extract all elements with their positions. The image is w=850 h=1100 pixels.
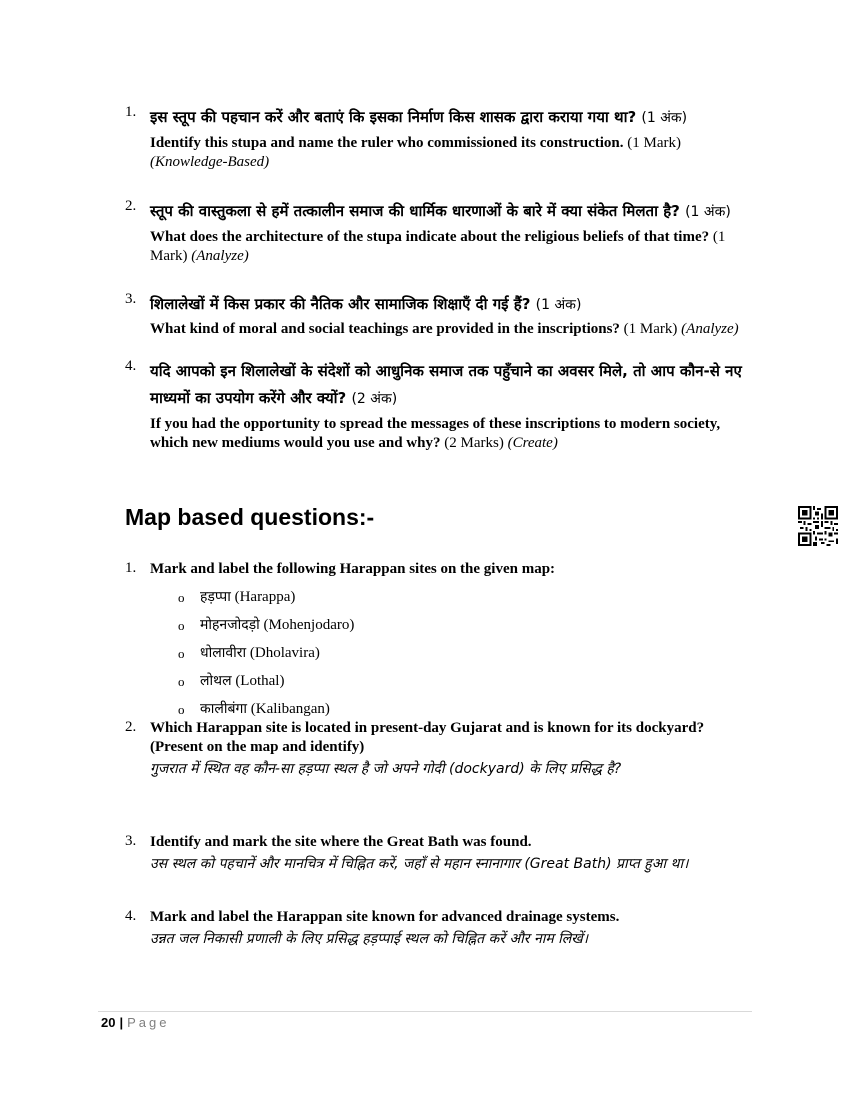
question-english: If you had the opportunity to spread the messages of these inscriptions to modern society, which new mediums would you use and why? (2 Marks) (Create): [150, 416, 721, 451]
page-label: Page: [127, 1015, 170, 1030]
question-hindi: स्तूप की वास्तुकला से हमें तत्कालीन समाज की धार्मिक धारणाओं के बारे में क्या संकेत मिलता है? (1 अंक): [150, 202, 731, 220]
question-english: What does the architecture of the stupa indicate about the religious beliefs of that time? (1 Mark) (Analyze): [150, 229, 726, 264]
map-question-4: [125, 908, 750, 952]
question-number: 2.: [125, 198, 137, 214]
qr-code-icon[interactable]: [798, 506, 838, 546]
site-list: [150, 583, 750, 723]
case-question-3: [125, 291, 750, 339]
question-english: Mark and label the Harappan site known for advanced drainage systems.: [150, 909, 620, 925]
question-number: 1.: [125, 104, 137, 120]
map-question-2: [125, 719, 750, 782]
question-instruction: (Present on the map and identify): [150, 739, 365, 755]
question-english: Identify this stupa and name the ruler who commissioned its construction. (1 Mark) (Knowledge-Based): [150, 135, 681, 170]
question-number: 4.: [125, 358, 137, 374]
question-english: Mark and label the following Harappan sites on the given map:: [150, 561, 556, 577]
question-hindi: इस स्तूप की पहचान करें और बताएं कि इसका निर्माण किस शासक द्वारा कराया गया था? (1 अंक): [150, 108, 688, 126]
footer-divider: [98, 1011, 752, 1012]
question-hindi: गुजरात में स्थित वह कौन-सा हड़प्पा स्थल है जो अपने गोदी (dockyard) के लिए प्रसिद्ध है?: [150, 761, 622, 777]
question-hindi: शिलालेखों में किस प्रकार की नैतिक और सामाजिक शिक्षाएँ दी गई हैं? (1 अंक): [150, 295, 582, 313]
cognitive-level: (Create): [507, 435, 558, 451]
question-english: Which Harappan site is located in present-day Gujarat and is known for its dockyard?: [150, 720, 705, 736]
list-item: o कालीबंगा (Kalibangan): [178, 695, 750, 723]
cognitive-level: (Analyze): [681, 321, 739, 337]
question-number: 3.: [125, 833, 137, 849]
cognitive-level: (Analyze): [191, 248, 249, 264]
question-hindi: उस स्थल को पहचानें और मानचित्र में चिह्नित करें, जहाँ से महान स्नानागार (Great Bath) प्राप्त हुआ था।: [150, 856, 689, 872]
page-footer: [101, 1015, 169, 1030]
section-heading: Map based questions:-: [125, 504, 375, 530]
footer-separator: |: [119, 1015, 124, 1030]
list-item: o धोलावीरा (Dholavira): [178, 639, 750, 667]
question-number: 2.: [125, 719, 137, 735]
case-question-1: [125, 104, 750, 172]
list-item: o मोहनजोदड़ो (Mohenjodaro): [178, 611, 750, 639]
list-item: o लोथल (Lothal): [178, 667, 750, 695]
question-number: 4.: [125, 908, 137, 924]
list-item: o हड़प्पा (Harappa): [178, 583, 750, 611]
map-question-3: [125, 833, 750, 877]
case-question-2: [125, 198, 750, 266]
question-hindi: उन्नत जल निकासी प्रणाली के लिए प्रसिद्ध हड़प्पाई स्थल को चिह्नित करें और नाम लिखें।: [150, 931, 589, 947]
question-hindi: यदि आपको इन शिलालेखों के संदेशों को आधुनिक समाज तक पहुँचाने का अवसर मिले, तो आप कौन-से नए माध्यमों का उपयोग करेंगे और क्यों? (2 अंक): [150, 362, 742, 407]
page-number: 20: [101, 1015, 116, 1030]
map-question-1: [125, 560, 750, 723]
question-number: 3.: [125, 291, 137, 307]
question-number: 1.: [125, 560, 137, 576]
case-question-4: [125, 358, 750, 453]
question-english: Identify and mark the site where the Great Bath was found.: [150, 834, 532, 850]
question-english: What kind of moral and social teachings are provided in the inscriptions? (1 Mark) (Analyze): [150, 321, 739, 337]
cognitive-level: (Knowledge-Based): [150, 154, 270, 170]
